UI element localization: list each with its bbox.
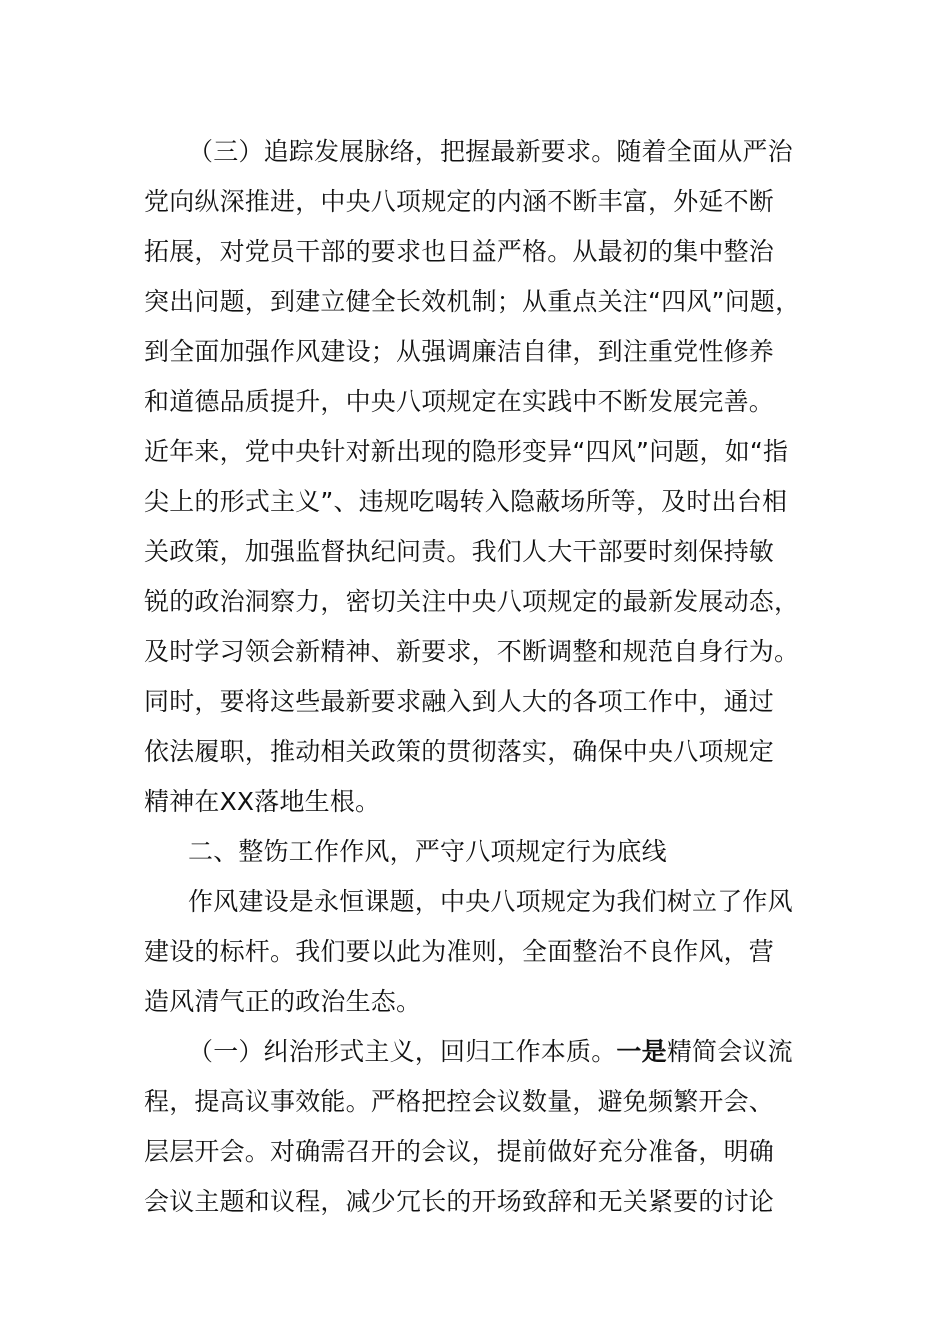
- paragraph-line: 精神在XX落地生根。: [144, 787, 381, 816]
- paragraph-line: 层层开会。对确需召开的会议，提前做好充分准备，明确: [144, 1137, 775, 1166]
- paragraph-line: 程，提高议事效能。严格把控会议数量，避免频繁开会、: [144, 1087, 775, 1116]
- subsection-heading: （一）纠治形式主义，回归工作本质。: [188, 1037, 617, 1066]
- paragraph-line: 及时学习领会新精神、新要求，不断调整和规范自身行为。: [144, 637, 800, 666]
- paragraph-line: 到全面加强作风建设；从强调廉洁自律，到注重党性修养: [144, 337, 775, 366]
- paragraph-line-mixed: [188, 1035, 860, 1069]
- paragraph-line: 和道德品质提升，中央八项规定在实践中不断发展完善。: [144, 387, 775, 416]
- paragraph-line: 造风清气正的政治生态。: [144, 987, 422, 1016]
- paragraph-line: 拓展，对党员干部的要求也日益严格。从最初的集中整治: [144, 237, 775, 266]
- paragraph-line: 同时，要将这些最新要求融入到人大的各项工作中，通过: [144, 687, 775, 716]
- paragraph-line: 近年来，党中央针对新出现的隐形变异“四风”问题，如“指: [144, 437, 789, 466]
- paragraph-line: 关政策，加强监督执纪问责。我们人大干部要时刻保持敏: [144, 537, 775, 566]
- paragraph-line: （三）追踪发展脉络，把握最新要求。随着全面从严治: [188, 137, 793, 166]
- paragraph-line: 锐的政治洞察力，密切关注中央八项规定的最新发展动态，: [144, 587, 800, 616]
- paragraph-line: 尖上的形式主义”、违规吃喝转入隐蔽场所等，及时出台相: [144, 487, 788, 516]
- paragraph-line: 突出问题，到建立健全长效机制；从重点关注“四风”问题，: [144, 287, 801, 316]
- paragraph-line: 会议主题和议程，减少冗长的开场致辞和无关紧要的讨论: [144, 1187, 775, 1216]
- paragraph-line: 建设的标杆。我们要以此为准则，全面整治不良作风，营: [144, 937, 775, 966]
- section-heading: 二、整饬工作作风，严守八项规定行为底线: [188, 837, 667, 866]
- paragraph-line: 作风建设是永恒课题，中央八项规定为我们树立了作风: [188, 887, 793, 916]
- bold-emphasis: 一是: [616, 1037, 667, 1066]
- paragraph-line: 党向纵深推进，中央八项规定的内涵不断丰富，外延不断: [144, 187, 775, 216]
- paragraph-text: 精简会议流: [666, 1037, 793, 1066]
- paragraph-line: 依法履职，推动相关政策的贯彻落实，确保中央八项规定: [144, 737, 775, 766]
